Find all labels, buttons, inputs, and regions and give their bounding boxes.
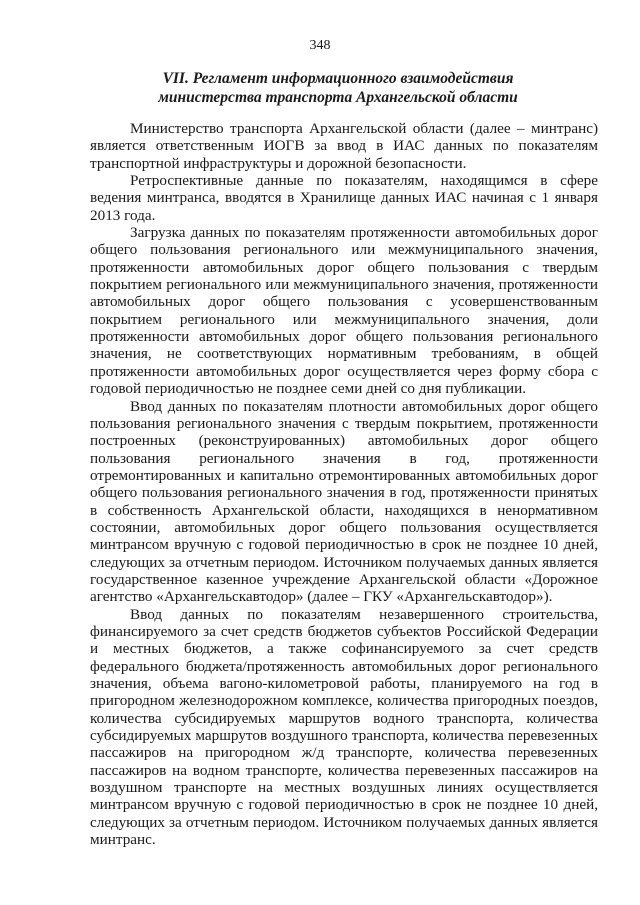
section-heading-line-2: министерства транспорта Архангельской области <box>158 89 518 106</box>
document-body <box>90 120 598 848</box>
section-heading <box>118 69 558 107</box>
paragraph-road-length-upload: Загрузка данных по показателям протяженности автомобильных дорог общего пользования регионального или межмуниципального значения, протяженности автомобильных дорог общего пользования с твердым покрытием регионального или межмуниципального значения, протяженности автомобильных дорог общего пользования с усовершенствованным покрытием регионального или межмуниципального значения, доли протяженности автомобильных дорог общего пользования регионального значения, не соответствующих нормативным требованиям, в общей протяженности автомобильных дорог осуществляется через форму сбора с годовой периодичностью не позднее семи дней со дня публикации. <box>90 224 598 398</box>
paragraph-road-density-input: Ввод данных по показателям плотности автомобильных дорог общего пользования регионального значения с твердым покрытием, протяженности построенных (реконструированных) автомобильных дорог общего пользования регионального значения в год, протяженности отремонтированных и капитально отремонтированных автомобильных дорог общего пользования регионального значения в год, протяженности принятых в собственность Архангельской области, находящихся в ненормативном состоянии, автомобильных дорог общего пользования осуществляется минтрансом вручную с годовой периодичностью в срок не позднее 10 дней, следующих за отчетным периодом. Источником получаемых данных является государственное казенное учреждение Архангельской области «Дорожное агентство «Архангельскавтодор» (далее – ГКУ «Архангельскавтодор»). <box>90 397 598 606</box>
paragraph-responsibility: Министерство транспорта Архангельской области (далее – минтранс) является ответственным ИОГВ за ввод в ИАС данных по показателям транспортной инфраструктуры и дорожной безопасности. <box>90 120 598 172</box>
paragraph-construction-transport-input: Ввод данных по показателям незавершенного строительства, финансируемого за счет средств бюджетов субъектов Российской Федерации и местных бюджетов, а также софинансируемого за счет средств федерального бюджета/протяженность автомобильных дорог регионального значения, объема вагоно-километровой работы, планируемого на год в пригородном железнодорожном комплексе, количества пригородных поездов, количества субсидируемых маршрутов водного транспорта, количества субсидируемых маршрутов воздушного транспорта, количества перевезенных пассажиров на пригородном ж/д транспорте, количества перевезенных пассажиров на водном транспорте, количества перевезенных пассажиров на воздушном транспорте на местных воздушных линиях осуществляется минтрансом вручную с годовой периодичностью в срок не позднее 10 дней, следующих за отчетным периодом. Источником получаемых данных является минтранс. <box>90 605 598 849</box>
page-number: 348 <box>309 38 331 53</box>
paragraph-retrospective-data: Ретроспективные данные по показателям, находящимся в сфере ведения минтранса, вводятся в Хранилище данных ИАС начиная с 1 января 2013 года. <box>90 172 598 224</box>
section-heading-line-1: VII. Регламент информационного взаимодействия <box>162 70 514 87</box>
